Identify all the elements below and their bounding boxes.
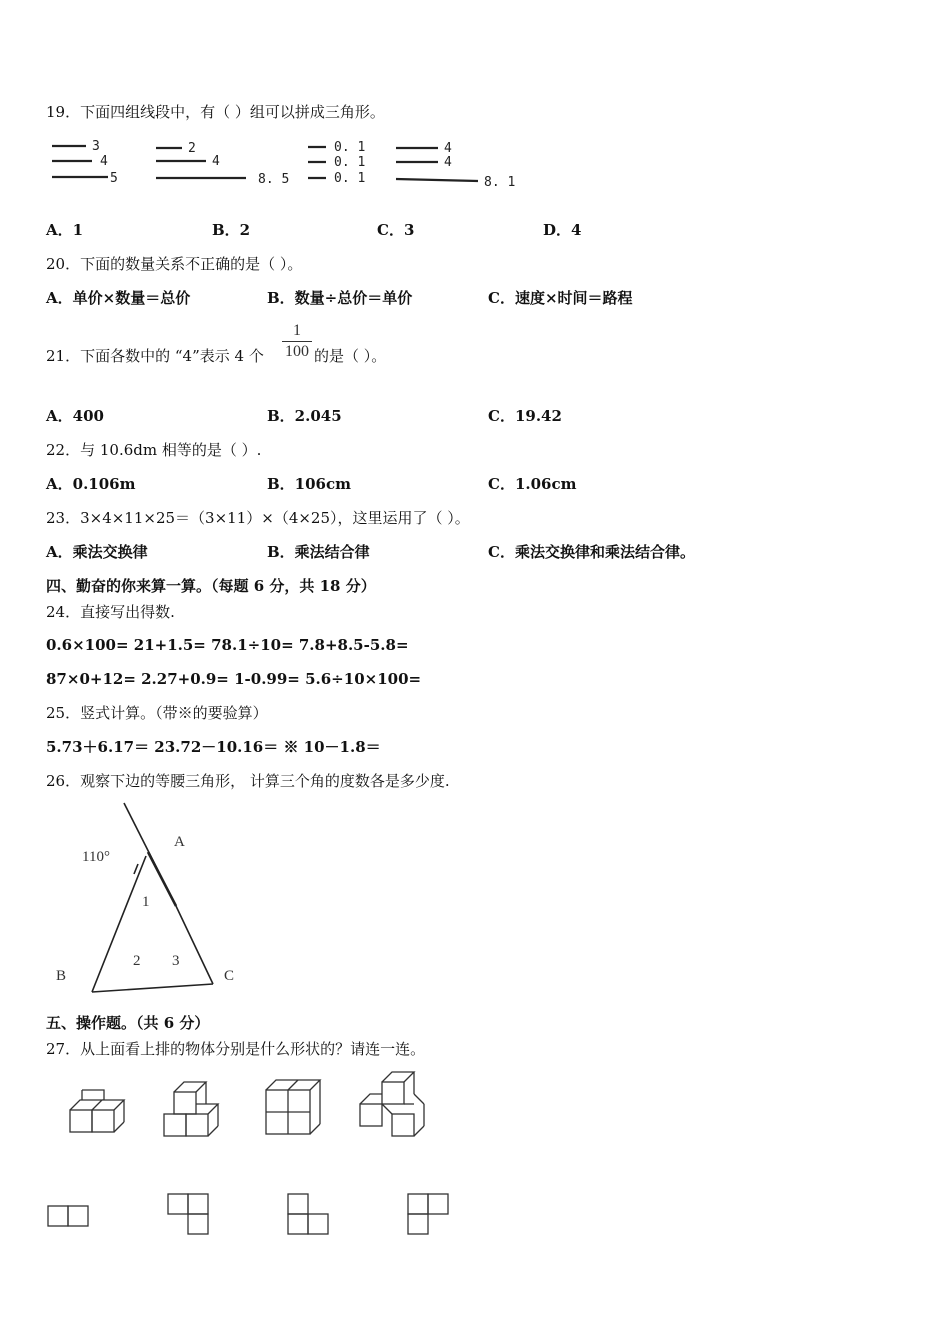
q22-option-a[interactable]: A．0.106m: [46, 475, 136, 493]
q21-fraction-denominator: 100: [285, 343, 309, 360]
q27-solid-4[interactable]: [358, 1070, 428, 1140]
q19-g4-label-2: 4: [444, 155, 452, 170]
segment-group-4: [396, 141, 515, 190]
q21-fraction: [282, 322, 312, 361]
q26-vertex-a: A: [174, 834, 185, 850]
q25-text: 25．竖式计算。（带※的要验算）: [46, 704, 268, 722]
q19-segments-figure: [46, 134, 516, 194]
q22-text: 22．与 10.6dm 相等的是（ ）.: [46, 441, 262, 459]
q27-view-2[interactable]: [166, 1192, 212, 1238]
q27-text: 27．从上面看上排的物体分别是什么形状的？请连一连。: [46, 1040, 426, 1058]
q19-option-a[interactable]: A．1: [46, 221, 84, 239]
q24-text: 24．直接写出得数.: [46, 603, 175, 621]
q20-option-c[interactable]: C．速度×时间＝路程: [488, 289, 633, 307]
q23-option-b[interactable]: B．乘法结合律: [267, 543, 370, 561]
segment-group-2: [156, 141, 289, 187]
q21-option-c[interactable]: C．19.42: [488, 407, 562, 425]
section-4-heading: 四、勤奋的你来算一算。（每题 6 分，共 18 分）: [46, 577, 376, 595]
q19-g2-label-2: 4: [212, 154, 220, 169]
q22-option-c[interactable]: C．1.06cm: [488, 475, 577, 493]
q19-g3-label-3: 0. 1: [334, 171, 366, 186]
q27-solid-3[interactable]: [264, 1078, 324, 1142]
segment-group-1: [52, 139, 118, 186]
segment-group-3: [308, 140, 365, 186]
q20-option-a[interactable]: A．单价×数量＝总价: [46, 289, 191, 307]
q26-angle-label: 110°: [82, 849, 110, 865]
q23-option-a[interactable]: A．乘法交换律: [46, 543, 148, 561]
q22-option-b[interactable]: B．106cm: [267, 475, 351, 493]
q24-row-2: 87×0+12= 2.27+0.9= 1-0.99= 5.6÷10×100=: [46, 670, 422, 688]
q23-text: 23．3×4×11×25＝（3×11）×（4×25），这里运用了（ ）。: [46, 509, 470, 527]
fraction-bar: [282, 341, 312, 342]
q19-option-c[interactable]: C．3: [377, 221, 415, 239]
q24-row-1: 0.6×100= 21+1.5= 78.1÷10= 7.8+8.5-5.8=: [46, 636, 409, 654]
q19-g2-label-1: 2: [188, 141, 196, 156]
q26-text: 26．观察下边的等腰三角形， 计算三个角的度数各是多少度.: [46, 772, 450, 790]
q25-row: 5.73＋6.17＝ 23.72－10.16＝ ※ 10－1.8＝: [46, 738, 381, 756]
q26-vertex-b: B: [56, 968, 67, 984]
q20-option-b[interactable]: B．数量÷总价＝单价: [267, 289, 413, 307]
q21-option-b[interactable]: B．2.045: [267, 407, 342, 425]
q26-angle-3: 3: [172, 953, 180, 969]
q19-g1-label-1: 3: [92, 139, 100, 154]
q19-g4-label-1: 4: [444, 141, 452, 156]
q21-text-before: 21．下面各数中的 “4”表示 4 个: [46, 347, 264, 365]
q21-option-a[interactable]: A．400: [46, 407, 104, 425]
q26-angle-1: 1: [142, 894, 150, 910]
q26-vertex-c: C: [224, 968, 235, 984]
q27-view-3[interactable]: [286, 1192, 332, 1238]
q27-view-1[interactable]: [46, 1204, 92, 1230]
q19-g2-label-3: 8. 5: [258, 172, 290, 187]
q27-solid-1[interactable]: [68, 1090, 128, 1140]
q26-angle-2: 2: [133, 953, 141, 969]
q19-g1-label-3: 5: [110, 171, 118, 186]
q20-text: 20．下面的数量关系不正确的是（ ）。: [46, 255, 303, 273]
q23-option-c[interactable]: C．乘法交换律和乘法结合律。: [488, 543, 695, 561]
section-5-heading: 五、操作题。（共 6 分）: [46, 1014, 210, 1032]
q19-g4-label-3: 8. 1: [484, 175, 516, 190]
q19-g3-label-2: 0. 1: [334, 155, 366, 170]
q21-fraction-numerator: 1: [293, 322, 301, 339]
q19-option-d[interactable]: D．4: [543, 221, 582, 239]
q19-g3-label-1: 0. 1: [334, 140, 366, 155]
q19-text: 19．下面四组线段中，有（ ）组可以拼成三角形。: [46, 103, 385, 121]
q21-text-after: 的是（ ）。: [314, 347, 387, 365]
q27-solid-2[interactable]: [162, 1076, 226, 1140]
q26-triangle-figure: [50, 800, 250, 1000]
q27-view-4[interactable]: [406, 1192, 452, 1238]
q19-option-b[interactable]: B．2: [212, 221, 251, 239]
q19-g1-label-2: 4: [100, 154, 108, 169]
